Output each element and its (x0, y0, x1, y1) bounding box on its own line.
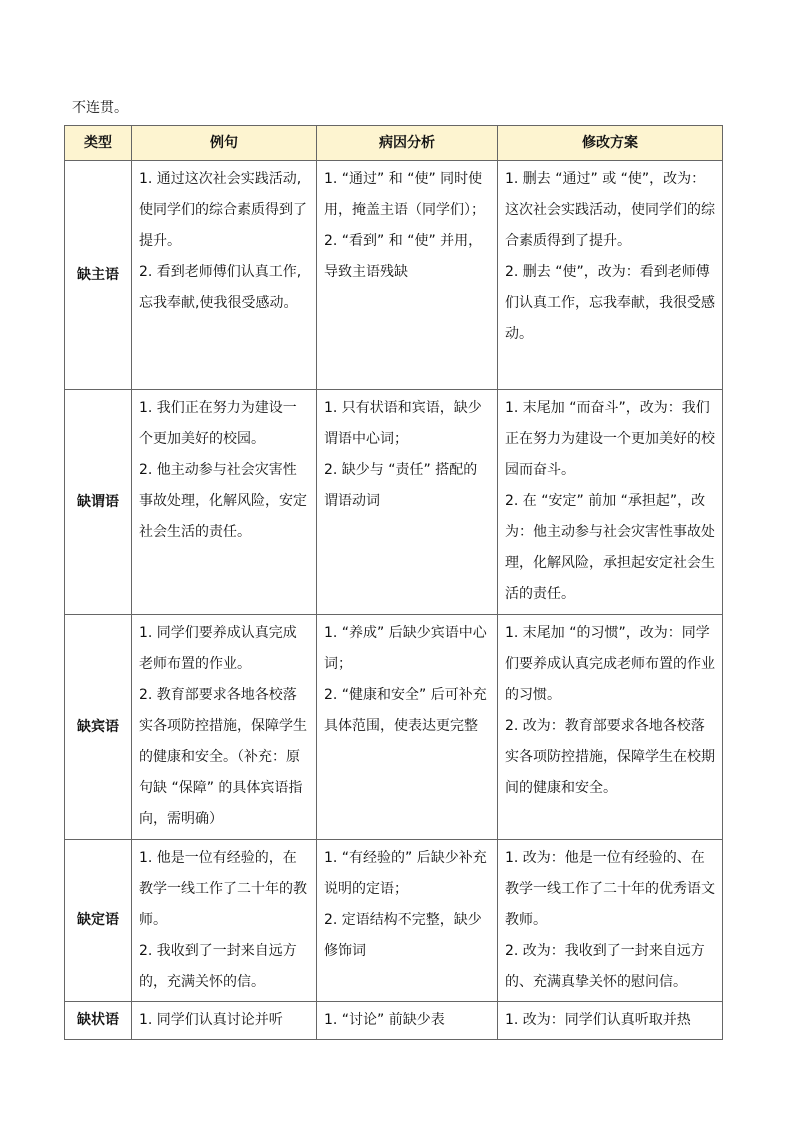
fix-line: 2. 在 “安定” 前加 “承担起”，改为：他主动参与社会灾害性事故处理，化解风险，承担起安定社会生活的责任。 (505, 493, 715, 602)
header-type: 类型 (65, 126, 132, 161)
analysis-cell (317, 615, 498, 840)
fix-cell (498, 615, 723, 840)
example-cell (132, 840, 317, 1002)
example-line: 1. 同学们要养成认真完成老师布置的作业。 (139, 625, 297, 672)
example-line: 2. 教育部要求各地各校落实各项防控措施，保障学生的健康和安全。（补充：原句缺 “保障” 的具体宾语指向，需明确） (139, 687, 307, 827)
example-cell (132, 390, 317, 615)
analysis-line: 1. “通过” 和 “使” 同时使用，掩盖主语（同学们）； (324, 171, 485, 218)
fix-line: 2. 改为：我收到了一封来自远方的、充满真挚关怀的慰问信。 (505, 943, 705, 990)
example-cell (132, 161, 317, 390)
analysis-line: 1. “讨论” 前缺少表 (324, 1012, 445, 1028)
table-row (65, 161, 723, 390)
example-line: 2. 他主动参与社会灾害性事故处理，化解风险，安定社会生活的责任。 (139, 462, 307, 540)
row-type: 缺宾语 (65, 615, 132, 840)
table-row (65, 615, 723, 840)
row-type: 缺主语 (65, 161, 132, 390)
analysis-line: 1. “有经验的” 后缺少补充说明的定语； (324, 850, 487, 897)
analysis-cell (317, 390, 498, 615)
analysis-line: 2. 定语结构不完整，缺少修饰词 (324, 912, 482, 959)
grammar-error-table (64, 125, 723, 1040)
table-row (65, 1002, 723, 1040)
fix-line: 2. 改为：教育部要求各地各校落实各项防控措施，保障学生在校期间的健康和安全。 (505, 718, 715, 796)
analysis-cell (317, 161, 498, 390)
row-type: 缺定语 (65, 840, 132, 1002)
fix-line: 1. 删去 “通过” 或 “使”，改为：这次社会实践活动，使同学们的综合素质得到了提升。 (505, 171, 715, 249)
fix-line: 1. 改为：他是一位有经验的、在教学一线工作了二十年的优秀语文教师。 (505, 850, 715, 928)
fix-cell (498, 390, 723, 615)
analysis-line: 2. “看到” 和 “使” 并用，导致主语残缺 (324, 233, 483, 280)
lead-text: 不连贯。 (72, 100, 128, 116)
analysis-cell (317, 840, 498, 1002)
example-line: 2. 我收到了一封来自远方的，充满关怀的信。 (139, 943, 297, 990)
fix-cell (498, 1002, 723, 1040)
table-row (65, 840, 723, 1002)
header-example: 例句 (132, 126, 317, 161)
example-cell (132, 615, 317, 840)
analysis-cell (317, 1002, 498, 1040)
example-line: 1. 通过这次社会实践活动,使同学们的综合素质得到了提升。 (139, 171, 307, 249)
analysis-line: 1. 只有状语和宾语，缺少谓语中心词； (324, 400, 482, 447)
example-line: 1. 我们正在努力为建设一个更加美好的校园。 (139, 400, 297, 447)
example-cell (132, 1002, 317, 1040)
fix-cell (498, 840, 723, 1002)
analysis-line: 2. “健康和安全” 后可补充具体范围，使表达更完整 (324, 687, 487, 734)
analysis-line: 1. “养成” 后缺少宾语中心词； (324, 625, 487, 672)
fix-line: 1. 末尾加 “的习惯”，改为：同学们要养成认真完成老师布置的作业的习惯。 (505, 625, 715, 703)
fix-line: 1. 改为：同学们认真听取并热 (505, 1012, 691, 1028)
fix-line: 2. 删去 “使”，改为：看到老师傅们认真工作，忘我奉献，我很受感动。 (505, 264, 715, 342)
example-line: 1. 他是一位有经验的，在教学一线工作了二十年的教师。 (139, 850, 307, 928)
example-line: 2. 看到老师傅们认真工作,忘我奉献,使我很受感动。 (139, 264, 302, 311)
fix-line: 1. 末尾加 “而奋斗”，改为：我们正在努力为建设一个更加美好的校园而奋斗。 (505, 400, 715, 478)
row-type: 缺状语 (65, 1002, 132, 1040)
header-fix: 修改方案 (498, 126, 723, 161)
row-type: 缺谓语 (65, 390, 132, 615)
header-analysis: 病因分析 (317, 126, 498, 161)
table-row (65, 390, 723, 615)
example-line: 1. 同学们认真讨论并听 (139, 1012, 283, 1028)
table-header-row (65, 126, 723, 161)
analysis-line: 2. 缺少与 “责任” 搭配的谓语动词 (324, 462, 478, 509)
fix-cell (498, 161, 723, 390)
